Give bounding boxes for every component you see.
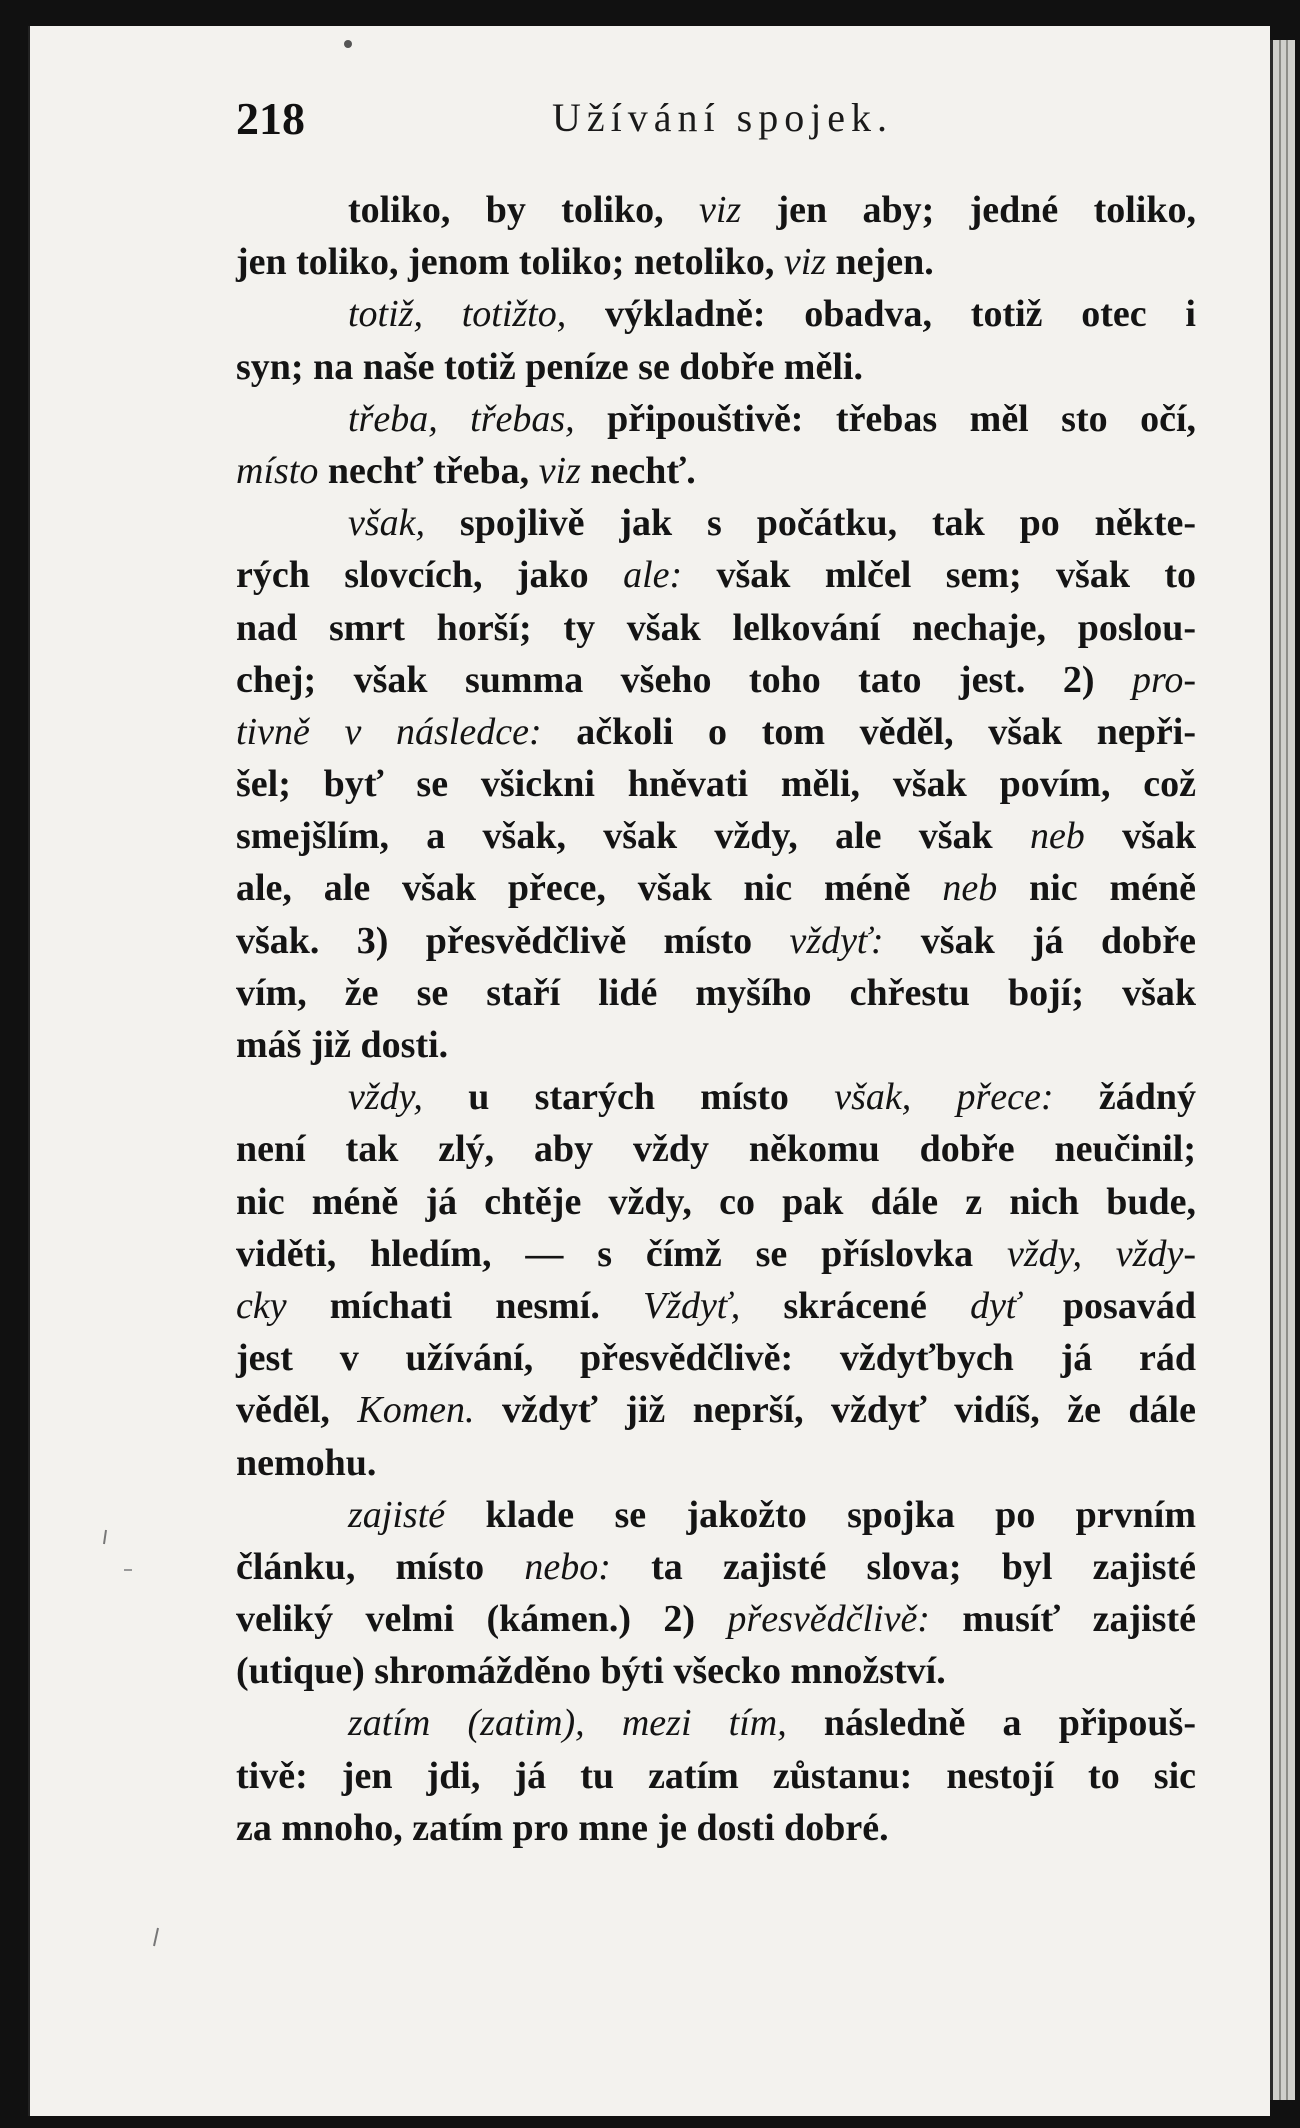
text-segment: spojlivě jak s počátku, tak po někte- [425, 502, 1196, 545]
edge-line [1286, 40, 1288, 2100]
text-segment: žádný [1053, 1076, 1196, 1119]
text-segment: ačkoli o tom věděl, však nepři- [541, 710, 1197, 753]
text-line [236, 1541, 1196, 1593]
text-line [236, 1019, 1196, 1071]
text-segment: šel; byť se všickni hněvati měli, však povím, což [236, 763, 1196, 806]
italic-segment: tivně v následce: [236, 710, 542, 753]
italic-segment: totiž, totižto, [348, 293, 567, 336]
text-segment: však [1084, 815, 1196, 858]
text-segment: tivě: jen jdi, já tu zatím zůstanu: nestojí to sic [236, 1754, 1196, 1797]
italic-segment: viz [698, 189, 742, 231]
text-segment: jen aby; jedné toliko, [741, 189, 1197, 231]
text-line [236, 497, 1196, 549]
text-segment: článku, místo [236, 1545, 525, 1588]
text-segment: výkladně: obadva, totiž otec i [566, 293, 1196, 336]
text-segment: musíť zajisté [929, 1598, 1196, 1641]
italic-segment: třeba, třebas, [348, 397, 575, 440]
body-text [236, 184, 1196, 1854]
text-segment: (utique) shromážděno býti všecko množství. [236, 1650, 946, 1693]
text-segment: nad smrt horší; ty však lelkování nechaje, poslou- [236, 606, 1196, 649]
text-segment: připouštivě: třebas měl sto očí, [574, 397, 1196, 440]
text-line [236, 393, 1196, 445]
italic-segment: viz [538, 449, 581, 492]
italic-segment: zatím (zatim), mezi tím, [348, 1702, 787, 1745]
text-line [236, 1750, 1196, 1802]
text-line [236, 1645, 1196, 1697]
page-edge [1270, 40, 1295, 2100]
italic-segment: však, [348, 502, 426, 545]
italic-segment: cky [236, 1284, 287, 1327]
text-segment: však já dobře [883, 919, 1196, 962]
text-segment: není tak zlý, aby vždy někomu dobře neučinil; [236, 1128, 1196, 1171]
italic-segment: zajisté [348, 1493, 446, 1536]
text-line [236, 1176, 1196, 1228]
text-line [236, 1228, 1196, 1280]
italic-segment: Vždyť, [643, 1284, 741, 1327]
text-segment: máš již dosti. [236, 1024, 449, 1066]
italic-segment: vždyť: [789, 919, 884, 962]
text-segment: nejen. [826, 241, 934, 284]
running-title: Užívání spojek. [552, 95, 894, 140]
text-segment: míchati nesmí. [286, 1284, 644, 1327]
text-segment: ta zajisté slova; byl zajisté [610, 1545, 1196, 1588]
text-segment: ale, ale však přece, však nic méně [236, 867, 943, 910]
text-line [236, 184, 1196, 236]
text-segment: syn; na naše totiž peníze se dobře měli. [236, 345, 863, 388]
text-segment: nemohu. [236, 1441, 377, 1484]
text-segment: u starých místo [422, 1076, 835, 1119]
text-line [236, 1697, 1196, 1749]
text-line [236, 1071, 1196, 1123]
text-line [236, 236, 1196, 288]
text-line [236, 1802, 1196, 1854]
text-line [236, 602, 1196, 654]
text-line [236, 1437, 1196, 1489]
text-segment: následně a připouš- [786, 1702, 1196, 1745]
text-segment: za mnoho, zatím pro mne je dosti dobré. [236, 1806, 889, 1849]
text-segment: nic méně já chtěje vždy, co pak dále z nich bude, [236, 1180, 1196, 1223]
text-line [236, 862, 1196, 914]
edge-line [1279, 40, 1281, 2100]
italic-segment: pro- [1131, 658, 1196, 701]
text-segment: vždyť již neprší, vždyť vidíš, že dále [474, 1389, 1196, 1432]
text-segment: však mlčel sem; však to [682, 554, 1196, 597]
text-line [236, 1123, 1196, 1175]
text-line [236, 967, 1196, 1019]
text-line [236, 1593, 1196, 1645]
text-line [236, 1384, 1196, 1436]
text-line [236, 915, 1196, 967]
text-line [236, 1489, 1196, 1541]
text-segment: věděl, [236, 1389, 358, 1432]
text-line [236, 810, 1196, 862]
italic-segment: nebo: [524, 1545, 611, 1588]
page-number: 218 [236, 93, 305, 144]
text-line [236, 1332, 1196, 1384]
text-segment: nechť. [580, 449, 696, 492]
text-segment: chej; však summa všeho toho tato jest. 2) [236, 658, 1132, 701]
text-segment: toliko, by toliko, [348, 189, 699, 231]
italic-segment: neb [1029, 815, 1085, 858]
text-segment: veliký velmi (kámen.) 2) [236, 1598, 728, 1641]
text-line [236, 341, 1196, 393]
text-segment: rých slovcích, jako [236, 554, 624, 597]
italic-segment: Komen. [357, 1389, 475, 1432]
italic-segment: ale: [623, 554, 683, 597]
italic-segment: neb [942, 867, 998, 910]
text-segment: nic méně [997, 867, 1197, 910]
text-segment: však. 3) přesvědčlivě místo [236, 919, 790, 962]
text-segment: posavád [1019, 1284, 1196, 1327]
page-header [236, 92, 1116, 162]
italic-segment: přesvědčlivě: [727, 1598, 930, 1641]
text-line [236, 1280, 1196, 1332]
italic-segment: vždy, vždy- [1007, 1232, 1196, 1275]
text-segment: vím, že se staří lidé myšího chřestu bojí; však [236, 971, 1196, 1014]
text-segment: jest v užívání, přesvědčlivě: vždyťbych já rád [236, 1337, 1196, 1380]
text-line [236, 549, 1196, 601]
italic-segment: však, přece: [834, 1076, 1054, 1119]
text-segment: klade se jakožto spojka po prvním [445, 1493, 1196, 1536]
text-line [236, 706, 1196, 758]
text-segment: viděti, hledím, — s čímž se příslovka [236, 1232, 1008, 1275]
text-line [236, 654, 1196, 706]
text-segment: nechť třeba, [318, 449, 539, 492]
text-segment: jen toliko, jenom toliko; netoliko, [236, 241, 784, 284]
text-line [236, 288, 1196, 340]
text-line [236, 758, 1196, 810]
italic-segment: viz [783, 241, 827, 284]
italic-segment: místo [236, 449, 319, 492]
text-segment: skrácené [740, 1284, 971, 1327]
italic-segment: dyť [970, 1284, 1020, 1327]
italic-segment: vždy, [348, 1076, 423, 1119]
text-segment: smejšlím, a však, však vždy, ale však [236, 815, 1030, 858]
text-line [236, 445, 1196, 497]
